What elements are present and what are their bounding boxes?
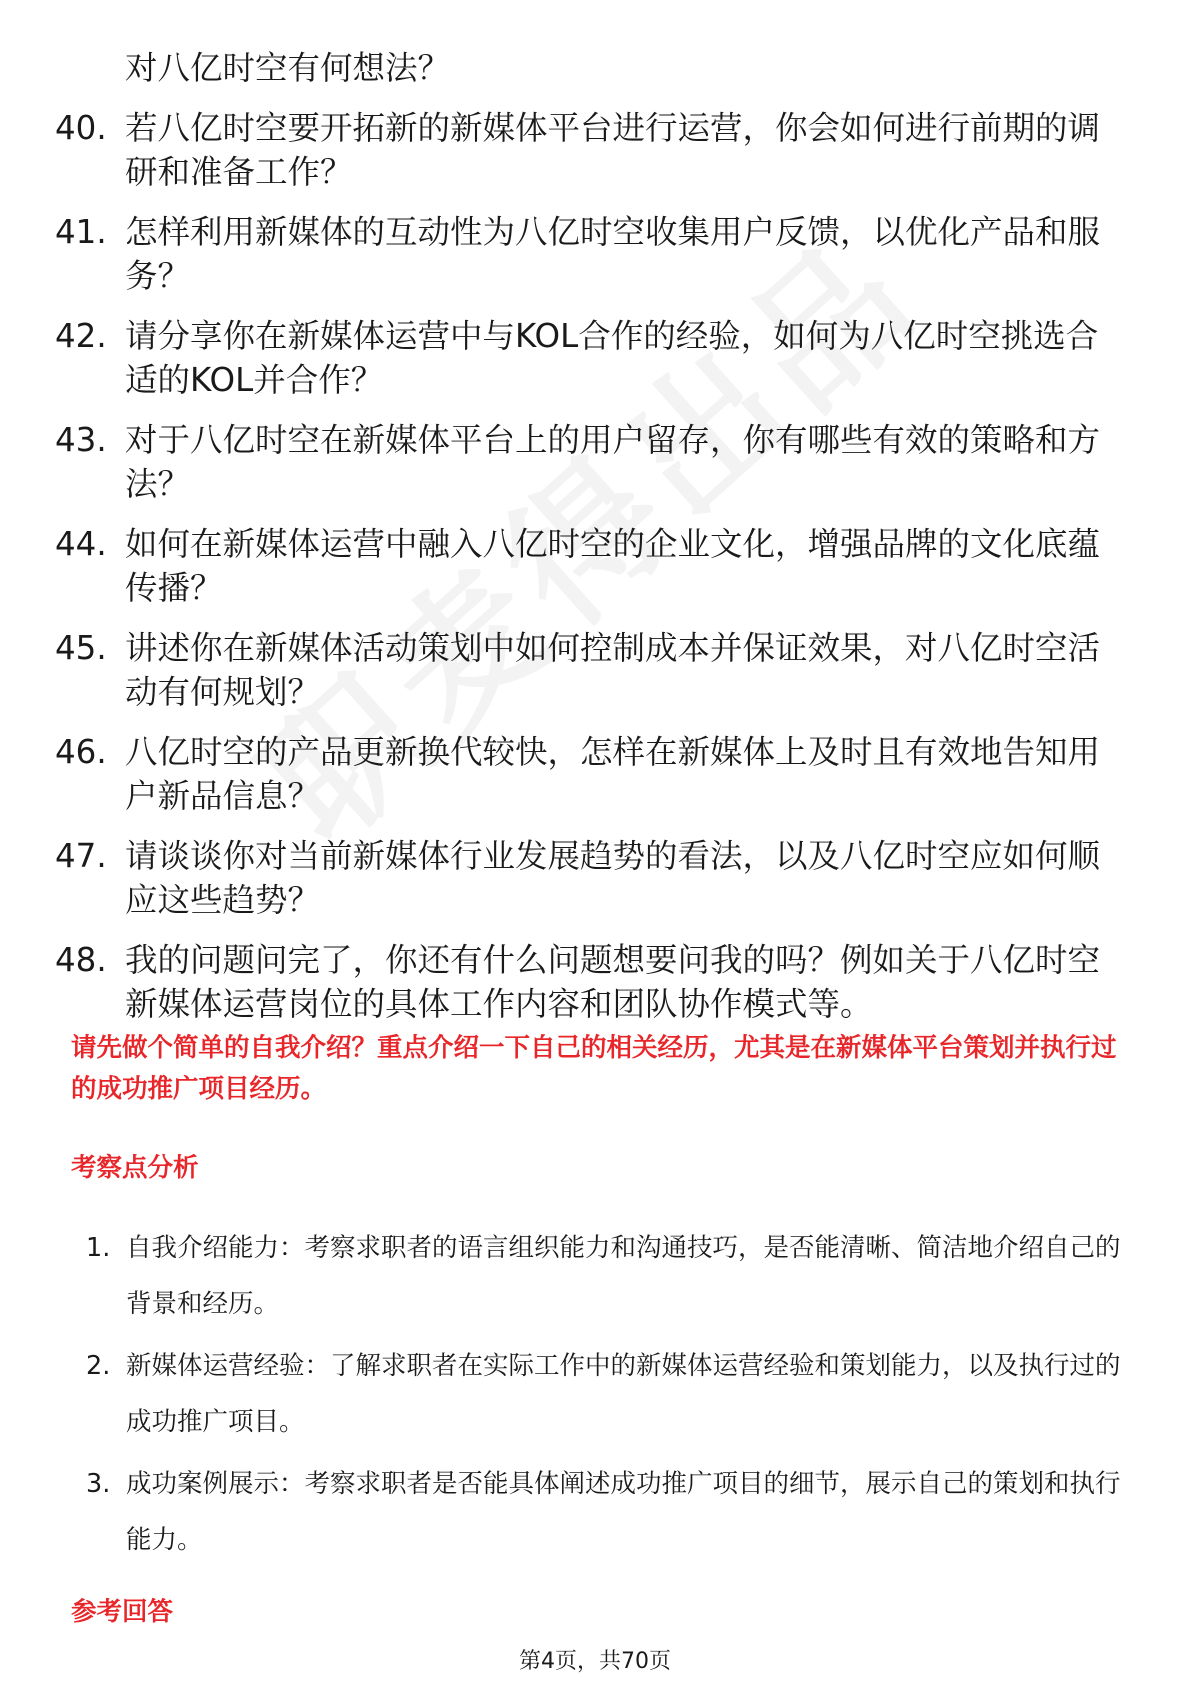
question-text: 对于八亿时空在新媒体平台上的用户留存，你有哪些有效的策略和方法？ — [125, 421, 1101, 503]
featured-question: 请先做个简单的自我介绍？重点介绍一下自己的相关经历，尤其是在新媒体平台策划并执行过的成功推广项目经历。 — [71, 1033, 1117, 1104]
analysis-item — [86, 1338, 1122, 1450]
question-number: 46. — [55, 733, 107, 771]
question-number: 44. — [55, 525, 107, 563]
analysis-item — [86, 1220, 1122, 1332]
question-continued: 对八亿时空有何想法？ — [125, 49, 451, 87]
question-number: 45. — [55, 629, 107, 667]
analysis-number: 3. — [86, 1469, 111, 1499]
question-item — [55, 626, 1115, 714]
analysis-text: 新媒体运营经验：了解求职者在实际工作中的新媒体运营经验和策划能力，以及执行过的成功推广项目。 — [126, 1351, 1121, 1437]
analysis-number: 2. — [86, 1351, 111, 1381]
question-text: 我的问题问完了，你还有什么问题想要问我的吗？例如关于八亿时空新媒体运营岗位的具体工作内容和团队协作模式等。 — [125, 941, 1101, 1023]
question-text: 请分享你在新媒体运营中与KOL合作的经验，如何为八亿时空挑选合适的KOL并合作？ — [125, 317, 1099, 399]
question-item — [55, 938, 1115, 1026]
question-number: 42. — [55, 317, 107, 355]
question-text: 讲述你在新媒体活动策划中如何控制成本并保证效果，对八亿时空活动有何规划？ — [125, 629, 1101, 711]
analysis-number: 1. — [86, 1233, 111, 1263]
page-footer: 第4页，共70页 — [519, 1649, 671, 1674]
analysis-text: 成功案例展示：考察求职者是否能具体阐述成功推广项目的细节，展示自己的策划和执行能力。 — [126, 1469, 1121, 1555]
question-text: 请谈谈你对当前新媒体行业发展趋势的看法，以及八亿时空应如何顺应这些趋势？ — [125, 837, 1101, 919]
question-item — [55, 106, 1115, 194]
question-item — [55, 730, 1115, 818]
analysis-list — [86, 1220, 1122, 1574]
question-text: 若八亿时空要开拓新的新媒体平台进行运营，你会如何进行前期的调研和准备工作？ — [125, 109, 1101, 191]
question-number: 40. — [55, 109, 107, 147]
question-text: 怎样利用新媒体的互动性为八亿时空收集用户反馈，以优化产品和服务？ — [125, 213, 1101, 295]
analysis-heading: 考察点分析 — [71, 1153, 199, 1183]
answer-heading: 参考回答 — [71, 1597, 174, 1627]
question-number: 41. — [55, 213, 107, 251]
question-item — [55, 210, 1115, 298]
question-number: 47. — [55, 837, 107, 875]
question-list — [55, 46, 1115, 1042]
question-number: 43. — [55, 421, 107, 459]
question-item — [55, 418, 1115, 506]
analysis-text: 自我介绍能力：考察求职者的语言组织能力和沟通技巧，是否能清晰、简洁地介绍自己的背景和经历。 — [126, 1233, 1121, 1319]
question-text: 八亿时空的产品更新换代较快，怎样在新媒体上及时且有效地告知用户新品信息？ — [125, 733, 1101, 815]
question-item — [55, 314, 1115, 402]
question-item — [55, 834, 1115, 922]
question-item — [55, 522, 1115, 610]
question-number: 48. — [55, 941, 107, 979]
question-text: 如何在新媒体运营中融入八亿时空的企业文化，增强品牌的文化底蕴传播？ — [125, 525, 1101, 607]
analysis-item — [86, 1456, 1122, 1568]
